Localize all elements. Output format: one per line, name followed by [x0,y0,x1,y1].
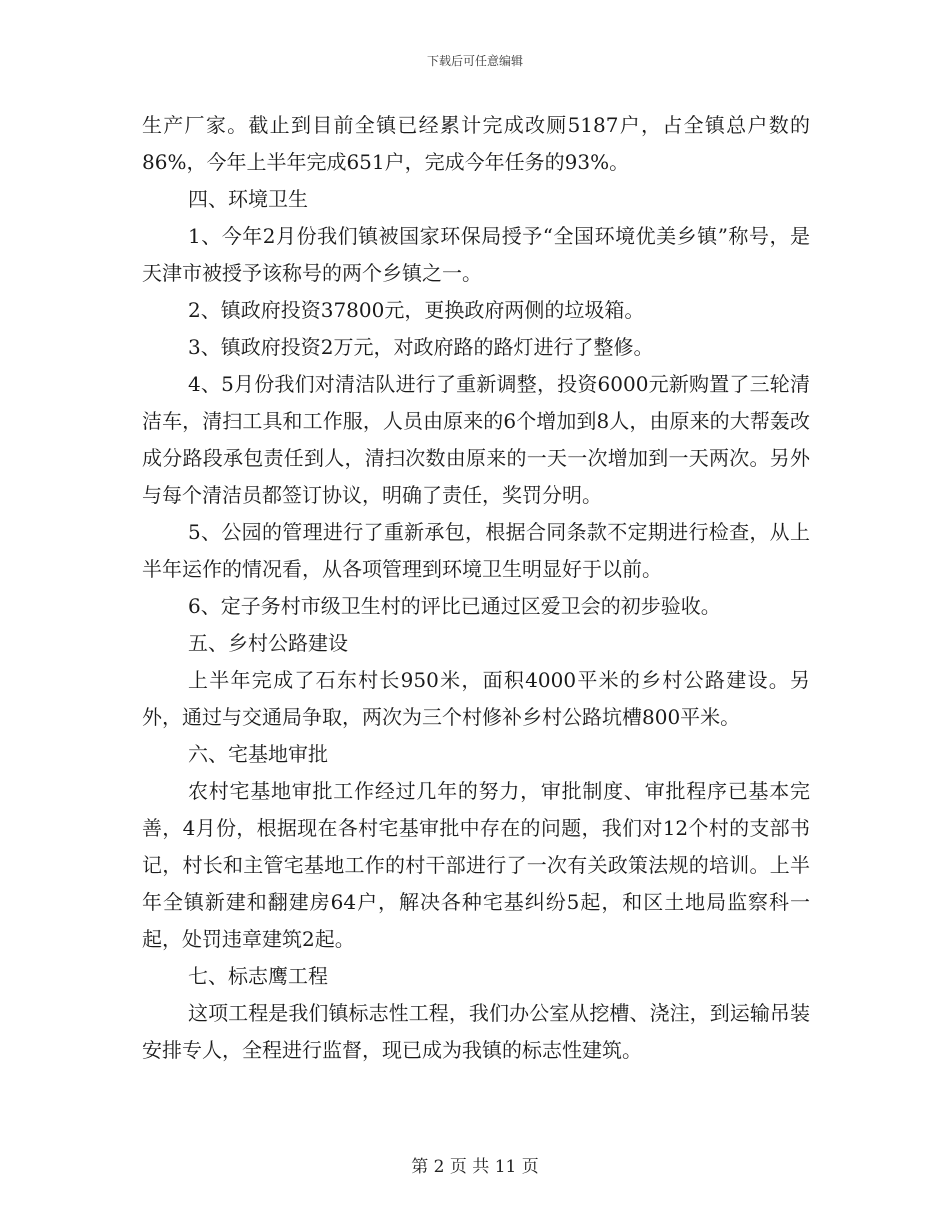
paragraph-homestead: 农村宅基地审批工作经过几年的努力，审批制度、审批程序已基本完善，4月份，根据现在各村宅基审批中存在的问题，我们对12个村的支部书记，村长和主管宅基地工作的村干部进行了一次有关政策法规的培训。上半年全镇新建和翻建房64户，解决各种宅基纠纷5起，和区土地局监察科一起，处罚违章建筑2起。 [142,779,810,951]
section-heading-roads: 五、乡村公路建设 [188,631,348,655]
paragraph-env-item-4: 4、5月份我们对清洁队进行了重新调整，投资6000元新购置了三轮清洁车，清扫工具和工作服，人员由原来的6个增加到8人，由原来的大帮轰改成分路段承包责任到人，清扫次数由原来的一天一次增加到一天两次。另外与每个清洁员都签订协议，明确了责任，奖罚分明。 [142,372,810,507]
page-number: 第 2 页 共 11 页 [411,1157,539,1177]
paragraph-roads: 上半年完成了石东村长950米，面积4000平米的乡村公路建设。另外，通过与交通局争取，两次为三个村修补乡村公路坑槽800平米。 [142,668,810,729]
paragraph-continuation: 生产厂家。截止到目前全镇已经累计完成改厕5187户，占全镇总户数的86%，今年上半年完成651户，完成今年任务的93%。 [142,113,810,174]
paragraph-env-item-5: 5、公园的管理进行了重新承包，根据合同条款不定期进行检查，从上半年运作的情况看，从各项管理到环境卫生明显好于以前。 [142,520,810,581]
document-body [142,107,810,1069]
section-heading-homestead: 六、宅基地审批 [188,742,328,766]
paragraph-landmark: 这项工程是我们镇标志性工程，我们办公室从挖槽、浇注，到运输吊装安排专人，全程进行监督，现已成为我镇的标志性建筑。 [142,1001,810,1062]
paragraph-env-item-1: 1、今年2月份我们镇被国家环保局授予“全国环境优美乡镇”称号，是天津市被授予该称号的两个乡镇之一。 [142,224,810,285]
paragraph-env-item-6: 6、定子务村市级卫生村的评比已通过区爱卫会的初步验收。 [188,594,721,618]
paragraph-env-item-3: 3、镇政府投资2万元，对政府路的路灯进行了整修。 [188,335,654,359]
section-heading-landmark: 七、标志鹰工程 [188,964,328,988]
section-heading-environment: 四、环境卫生 [188,187,308,211]
paragraph-env-item-2: 2、镇政府投资37800元，更换政府两侧的垃圾箱。 [188,298,645,322]
page-header: 下载后可任意编辑 [426,54,523,68]
